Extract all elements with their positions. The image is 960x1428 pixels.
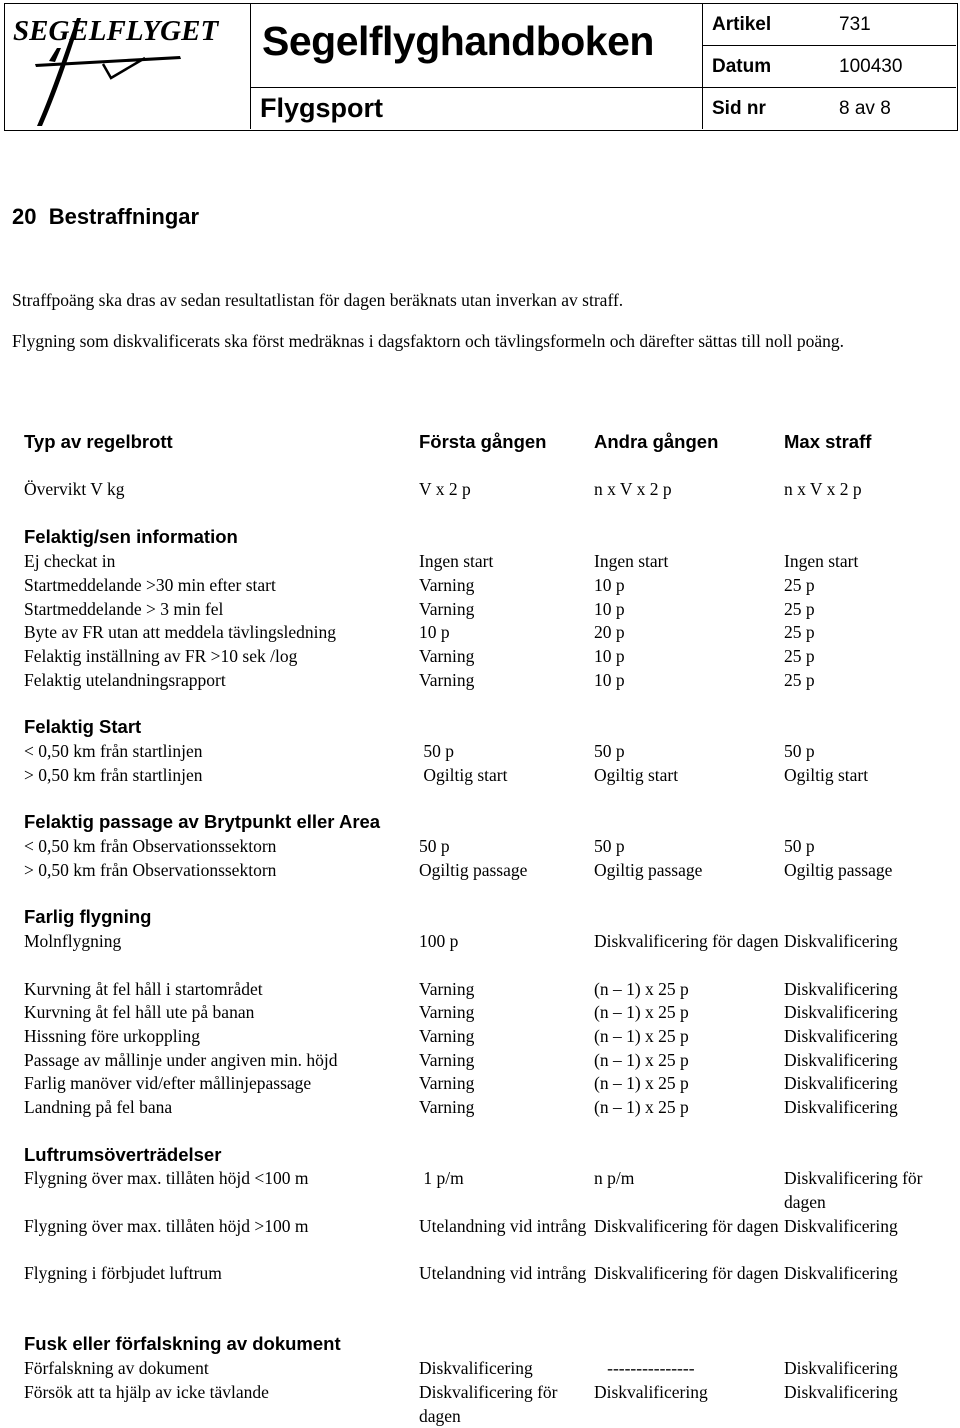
cell-second: n x V x 2 p xyxy=(594,479,672,499)
cell-violation: Landning på fel bana xyxy=(24,1097,173,1117)
cell-second: (n – 1) x 25 p xyxy=(594,1002,689,1022)
cell-violation: Hissning före urkoppling xyxy=(24,1026,200,1046)
segelflyget-logo xyxy=(5,4,250,129)
cell-violation: Kurvning åt fel håll ute på banan xyxy=(24,1002,255,1022)
cell-first: Varning xyxy=(419,1026,475,1046)
cell-first: Varning xyxy=(419,646,475,666)
group-heading: Felaktig/sen information xyxy=(24,526,238,547)
cell-first: Diskvalificering xyxy=(419,1358,533,1378)
cell-max: Ingen start xyxy=(784,551,859,571)
cell-first: Ogiltig passage xyxy=(419,860,528,880)
cell-first: Utelandning vid intrång xyxy=(419,1216,587,1236)
paragraph: Straffpoäng ska dras av sedan resultatlistan för dagen beräknats utan inverkan av straff. xyxy=(12,290,624,310)
cell-second: Diskvalificering xyxy=(594,1382,708,1402)
cell-second: --------------- xyxy=(594,1358,695,1378)
logo-cell xyxy=(5,4,251,129)
cell-second: (n – 1) x 25 p xyxy=(594,979,689,999)
cell-first: Varning xyxy=(419,1002,475,1022)
cell-max: 50 p xyxy=(784,836,815,856)
cell-violation: Molnflygning xyxy=(24,931,122,951)
cell-max: Diskvalificering xyxy=(784,1026,898,1046)
cell-violation: > 0,50 km från Observationssektorn xyxy=(24,860,277,880)
cell-second: Ingen start xyxy=(594,551,669,571)
cell-first: 10 p xyxy=(419,622,450,642)
group-heading: Felaktig passage av Brytpunkt eller Area xyxy=(24,811,381,832)
column-header-violation: Typ av regelbrott xyxy=(24,431,173,452)
cell-violation: Felaktig inställning av FR >10 sek /log xyxy=(24,646,298,666)
cell-violation: Byte av FR utan att meddela tävlingsledning xyxy=(24,622,337,642)
cell-violation: Förfalskning av dokument xyxy=(24,1358,209,1378)
meta-label: Sid nr xyxy=(712,98,766,119)
cell-max: Diskvalificering för dagen xyxy=(784,1168,927,1212)
cell-max: Diskvalificering xyxy=(784,931,898,951)
cell-max: 25 p xyxy=(784,622,815,642)
cell-first: Varning xyxy=(419,599,475,619)
cell-second: 20 p xyxy=(594,622,625,642)
meta-label: Artikel xyxy=(712,14,772,35)
cell-max: Diskvalificering xyxy=(784,1050,898,1070)
cell-max: Diskvalificering xyxy=(784,1358,898,1378)
cell-second: Diskvalificering för dagen xyxy=(594,1216,779,1236)
cell-second: 10 p xyxy=(594,575,625,595)
cell-first: Ogiltig start xyxy=(419,765,508,785)
cell-first: Diskvalificering för dagen xyxy=(419,1382,562,1426)
cell-violation: Flygning över max. tillåten höjd >100 m xyxy=(24,1216,309,1236)
group-heading: Felaktig Start xyxy=(24,716,142,737)
cell-violation: Flygning över max. tillåten höjd <100 m xyxy=(24,1168,309,1188)
cell-violation: Övervikt V kg xyxy=(24,479,125,499)
cell-second: Diskvalificering för dagen xyxy=(594,1263,779,1283)
cell-max: Diskvalificering xyxy=(784,1263,898,1283)
cell-second: (n – 1) x 25 p xyxy=(594,1097,689,1117)
cell-violation: Farlig manöver vid/efter mållinjepassage xyxy=(24,1073,312,1093)
cell-second: (n – 1) x 25 p xyxy=(594,1073,689,1093)
cell-violation: Passage av mållinje under angiven min. höjd xyxy=(24,1050,338,1070)
cell-max: n x V x 2 p xyxy=(784,479,862,499)
cell-max: Diskvalificering xyxy=(784,1097,898,1117)
cell-max: 25 p xyxy=(784,670,815,690)
meta-label: Datum xyxy=(712,56,772,77)
cell-violation: Försök att ta hjälp av icke tävlande xyxy=(24,1382,269,1402)
svg-text:SEGELFLYGET: SEGELFLYGET xyxy=(13,15,219,47)
cell-violation: Flygning i förbjudet luftrum xyxy=(24,1263,222,1283)
document-title: Segelflyghandboken xyxy=(262,18,654,64)
cell-violation: Kurvning åt fel håll i startområdet xyxy=(24,979,263,999)
cell-max: Diskvalificering xyxy=(784,1382,898,1402)
cell-max: Ogiltig start xyxy=(784,765,869,785)
cell-second: Ogiltig start xyxy=(594,765,679,785)
cell-violation: < 0,50 km från Observationssektorn xyxy=(24,836,277,856)
meta-row-sidnr xyxy=(702,88,956,130)
cell-max: 50 p xyxy=(784,741,815,761)
cell-first: Varning xyxy=(419,979,475,999)
cell-max: Diskvalificering xyxy=(784,1216,898,1236)
cell-first: Ingen start xyxy=(419,551,494,571)
cell-second: 50 p xyxy=(594,836,625,856)
cell-violation: < 0,50 km från startlinjen xyxy=(24,741,203,761)
section-heading: 20 Bestraffningar xyxy=(12,204,200,229)
meta-value: 100430 xyxy=(839,56,903,77)
subtitle-cell xyxy=(250,87,703,129)
cell-second: (n – 1) x 25 p xyxy=(594,1050,689,1070)
group-heading: Fusk eller förfalskning av dokument xyxy=(24,1333,341,1354)
meta-row-artikel xyxy=(702,4,956,46)
cell-violation: Startmeddelande >30 min efter start xyxy=(24,575,276,595)
cell-violation: Startmeddelande > 3 min fel xyxy=(24,599,224,619)
cell-second: 10 p xyxy=(594,646,625,666)
group-heading: Farlig flygning xyxy=(24,906,152,927)
cell-first: Varning xyxy=(419,670,475,690)
cell-max: Diskvalificering xyxy=(784,1002,898,1022)
cell-first: 50 p xyxy=(419,741,454,761)
cell-first: Varning xyxy=(419,1097,475,1117)
cell-first: Utelandning vid intrång xyxy=(419,1263,587,1283)
cell-first: Varning xyxy=(419,1073,475,1093)
cell-max: 25 p xyxy=(784,646,815,666)
cell-violation: Felaktig utelandningsrapport xyxy=(24,670,226,690)
cell-second: (n – 1) x 25 p xyxy=(594,1026,689,1046)
cell-max: Diskvalificering xyxy=(784,979,898,999)
meta-value: 8 av 8 xyxy=(839,98,891,119)
column-header-max: Max straff xyxy=(784,431,872,452)
meta-value: 731 xyxy=(839,14,871,35)
column-header-first: Första gången xyxy=(419,431,547,452)
cell-violation: Ej checkat in xyxy=(24,551,116,571)
document-subtitle: Flygsport xyxy=(260,93,384,123)
title-cell xyxy=(250,4,703,88)
cell-second: n p/m xyxy=(594,1168,635,1188)
cell-max: Ogiltig passage xyxy=(784,860,893,880)
cell-first: Varning xyxy=(419,575,475,595)
cell-first: 1 p/m xyxy=(419,1168,464,1188)
cell-second: 10 p xyxy=(594,599,625,619)
cell-second: Ogiltig passage xyxy=(594,860,703,880)
meta-row-datum xyxy=(702,46,956,88)
paragraph: Flygning som diskvalificerats ska först medräknas i dagsfaktorn och tävlingsformeln och därefter sättas till noll poäng. xyxy=(12,331,845,351)
cell-second: 10 p xyxy=(594,670,625,690)
cell-second: 50 p xyxy=(594,741,625,761)
cell-first: Varning xyxy=(419,1050,475,1070)
cell-first: 100 p xyxy=(419,931,459,951)
page-header xyxy=(4,3,958,131)
cell-second: Diskvalificering för dagen xyxy=(594,931,779,951)
column-header-second: Andra gången xyxy=(594,431,719,452)
cell-max: Diskvalificering xyxy=(784,1073,898,1093)
cell-first: V x 2 p xyxy=(419,479,471,499)
document-meta xyxy=(702,4,956,129)
cell-violation: > 0,50 km från startlinjen xyxy=(24,765,203,785)
cell-first: 50 p xyxy=(419,836,450,856)
group-heading: Luftrumsöverträdelser xyxy=(24,1144,222,1165)
cell-max: 25 p xyxy=(784,575,815,595)
cell-max: 25 p xyxy=(784,599,815,619)
